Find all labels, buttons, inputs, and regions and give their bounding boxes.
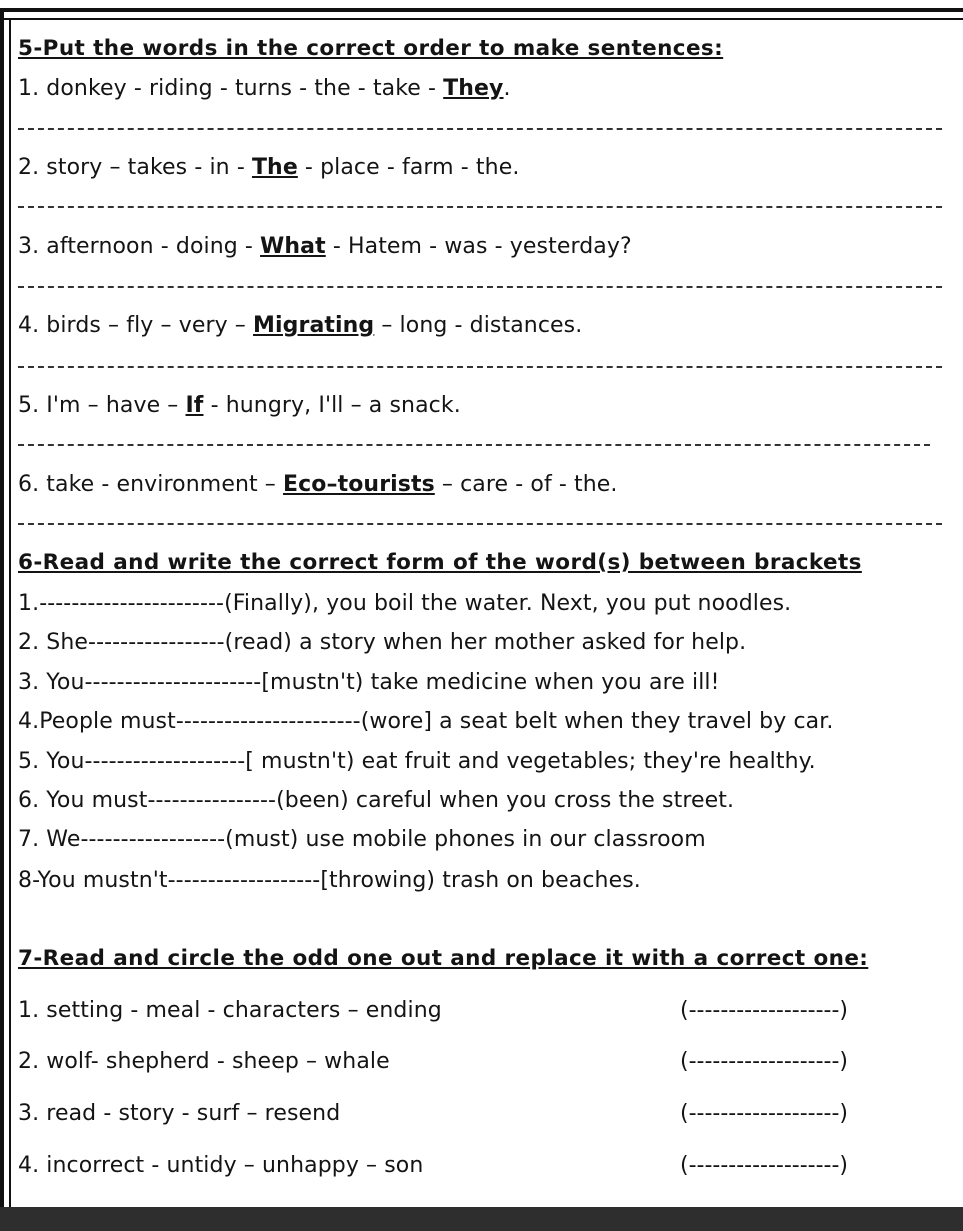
keyword: Migrating <box>253 313 375 338</box>
section5-item-4: 4. birds – fly – very – Migrating – long - distances. <box>18 313 583 338</box>
section6-item-3: 3. You----------------------[mustn't) take medicine when you are ill! <box>18 670 720 695</box>
section6-item-4: 4.People must-----------------------(wore] a seat belt when they travel by car. <box>18 709 834 734</box>
keyword: If <box>185 393 204 418</box>
answer-line-1[interactable] <box>18 128 942 130</box>
section7-answer-4[interactable]: (-------------------) <box>680 1153 848 1178</box>
section7-answer-1[interactable]: (-------------------) <box>680 998 848 1023</box>
bottom-bar <box>0 1207 963 1231</box>
border-left-inner <box>9 18 11 1208</box>
section7-item-2: 2. wolf- shepherd - sheep – whale <box>18 1049 390 1074</box>
section5-item-1: 1. donkey - riding - turns - the - take - They. <box>18 76 511 101</box>
section5-heading: 5-Put the words in the correct order to make sentences: <box>18 36 724 61</box>
section6-heading: 6-Read and write the correct form of the word(s) between brackets <box>18 550 862 575</box>
section6-item-8: 8-You mustn't-------------------[throwing) trash on beaches. <box>18 868 641 893</box>
page-top-margin <box>0 0 963 6</box>
answer-line-5[interactable] <box>18 444 930 446</box>
section5-item-2: 2. story – takes - in - The - place - farm - the. <box>18 155 520 180</box>
section5-item-3: 3. afternoon - doing - What - Hatem - was - yesterday? <box>18 234 632 259</box>
answer-line-4[interactable] <box>18 366 942 368</box>
keyword: Eco–tourists <box>283 472 435 497</box>
border-top-outer <box>0 8 963 12</box>
section6-item-6: 6. You must----------------(been) careful when you cross the street. <box>18 788 735 813</box>
section7-item-1: 1. setting - meal - characters – ending <box>18 998 442 1023</box>
section5-item-6: 6. take - environment – Eco–tourists – care - of - the. <box>18 472 618 497</box>
section6-item-1: 1.-----------------------(Finally), you boil the water. Next, you put noodles. <box>18 591 792 616</box>
section7-item-4: 4. incorrect - untidy – unhappy – son <box>18 1153 424 1178</box>
section6-item-2: 2. She-----------------(read) a story when her mother asked for help. <box>18 630 747 655</box>
answer-line-3[interactable] <box>18 286 942 288</box>
keyword: They <box>443 76 504 101</box>
border-top-inner <box>2 18 963 20</box>
section7-answer-2[interactable]: (-------------------) <box>680 1049 848 1074</box>
border-left-outer <box>0 8 4 1208</box>
section7-answer-3[interactable]: (-------------------) <box>680 1101 848 1126</box>
keyword: What <box>260 234 326 259</box>
keyword: The <box>251 155 298 180</box>
section6-item-5: 5. You--------------------[ mustn't) eat fruit and vegetables; they're healthy. <box>18 749 816 774</box>
answer-line-6[interactable] <box>18 523 942 525</box>
answer-line-2[interactable] <box>18 206 942 208</box>
section5-item-5: 5. I'm – have – If - hungry, I'll – a snack. <box>18 393 461 418</box>
section6-item-7: 7. We------------------(must) use mobile phones in our classroom <box>18 827 706 852</box>
section7-item-3: 3. read - story - surf – resend <box>18 1101 341 1126</box>
section7-heading: 7-Read and circle the odd one out and replace it with a correct one: <box>18 946 869 971</box>
